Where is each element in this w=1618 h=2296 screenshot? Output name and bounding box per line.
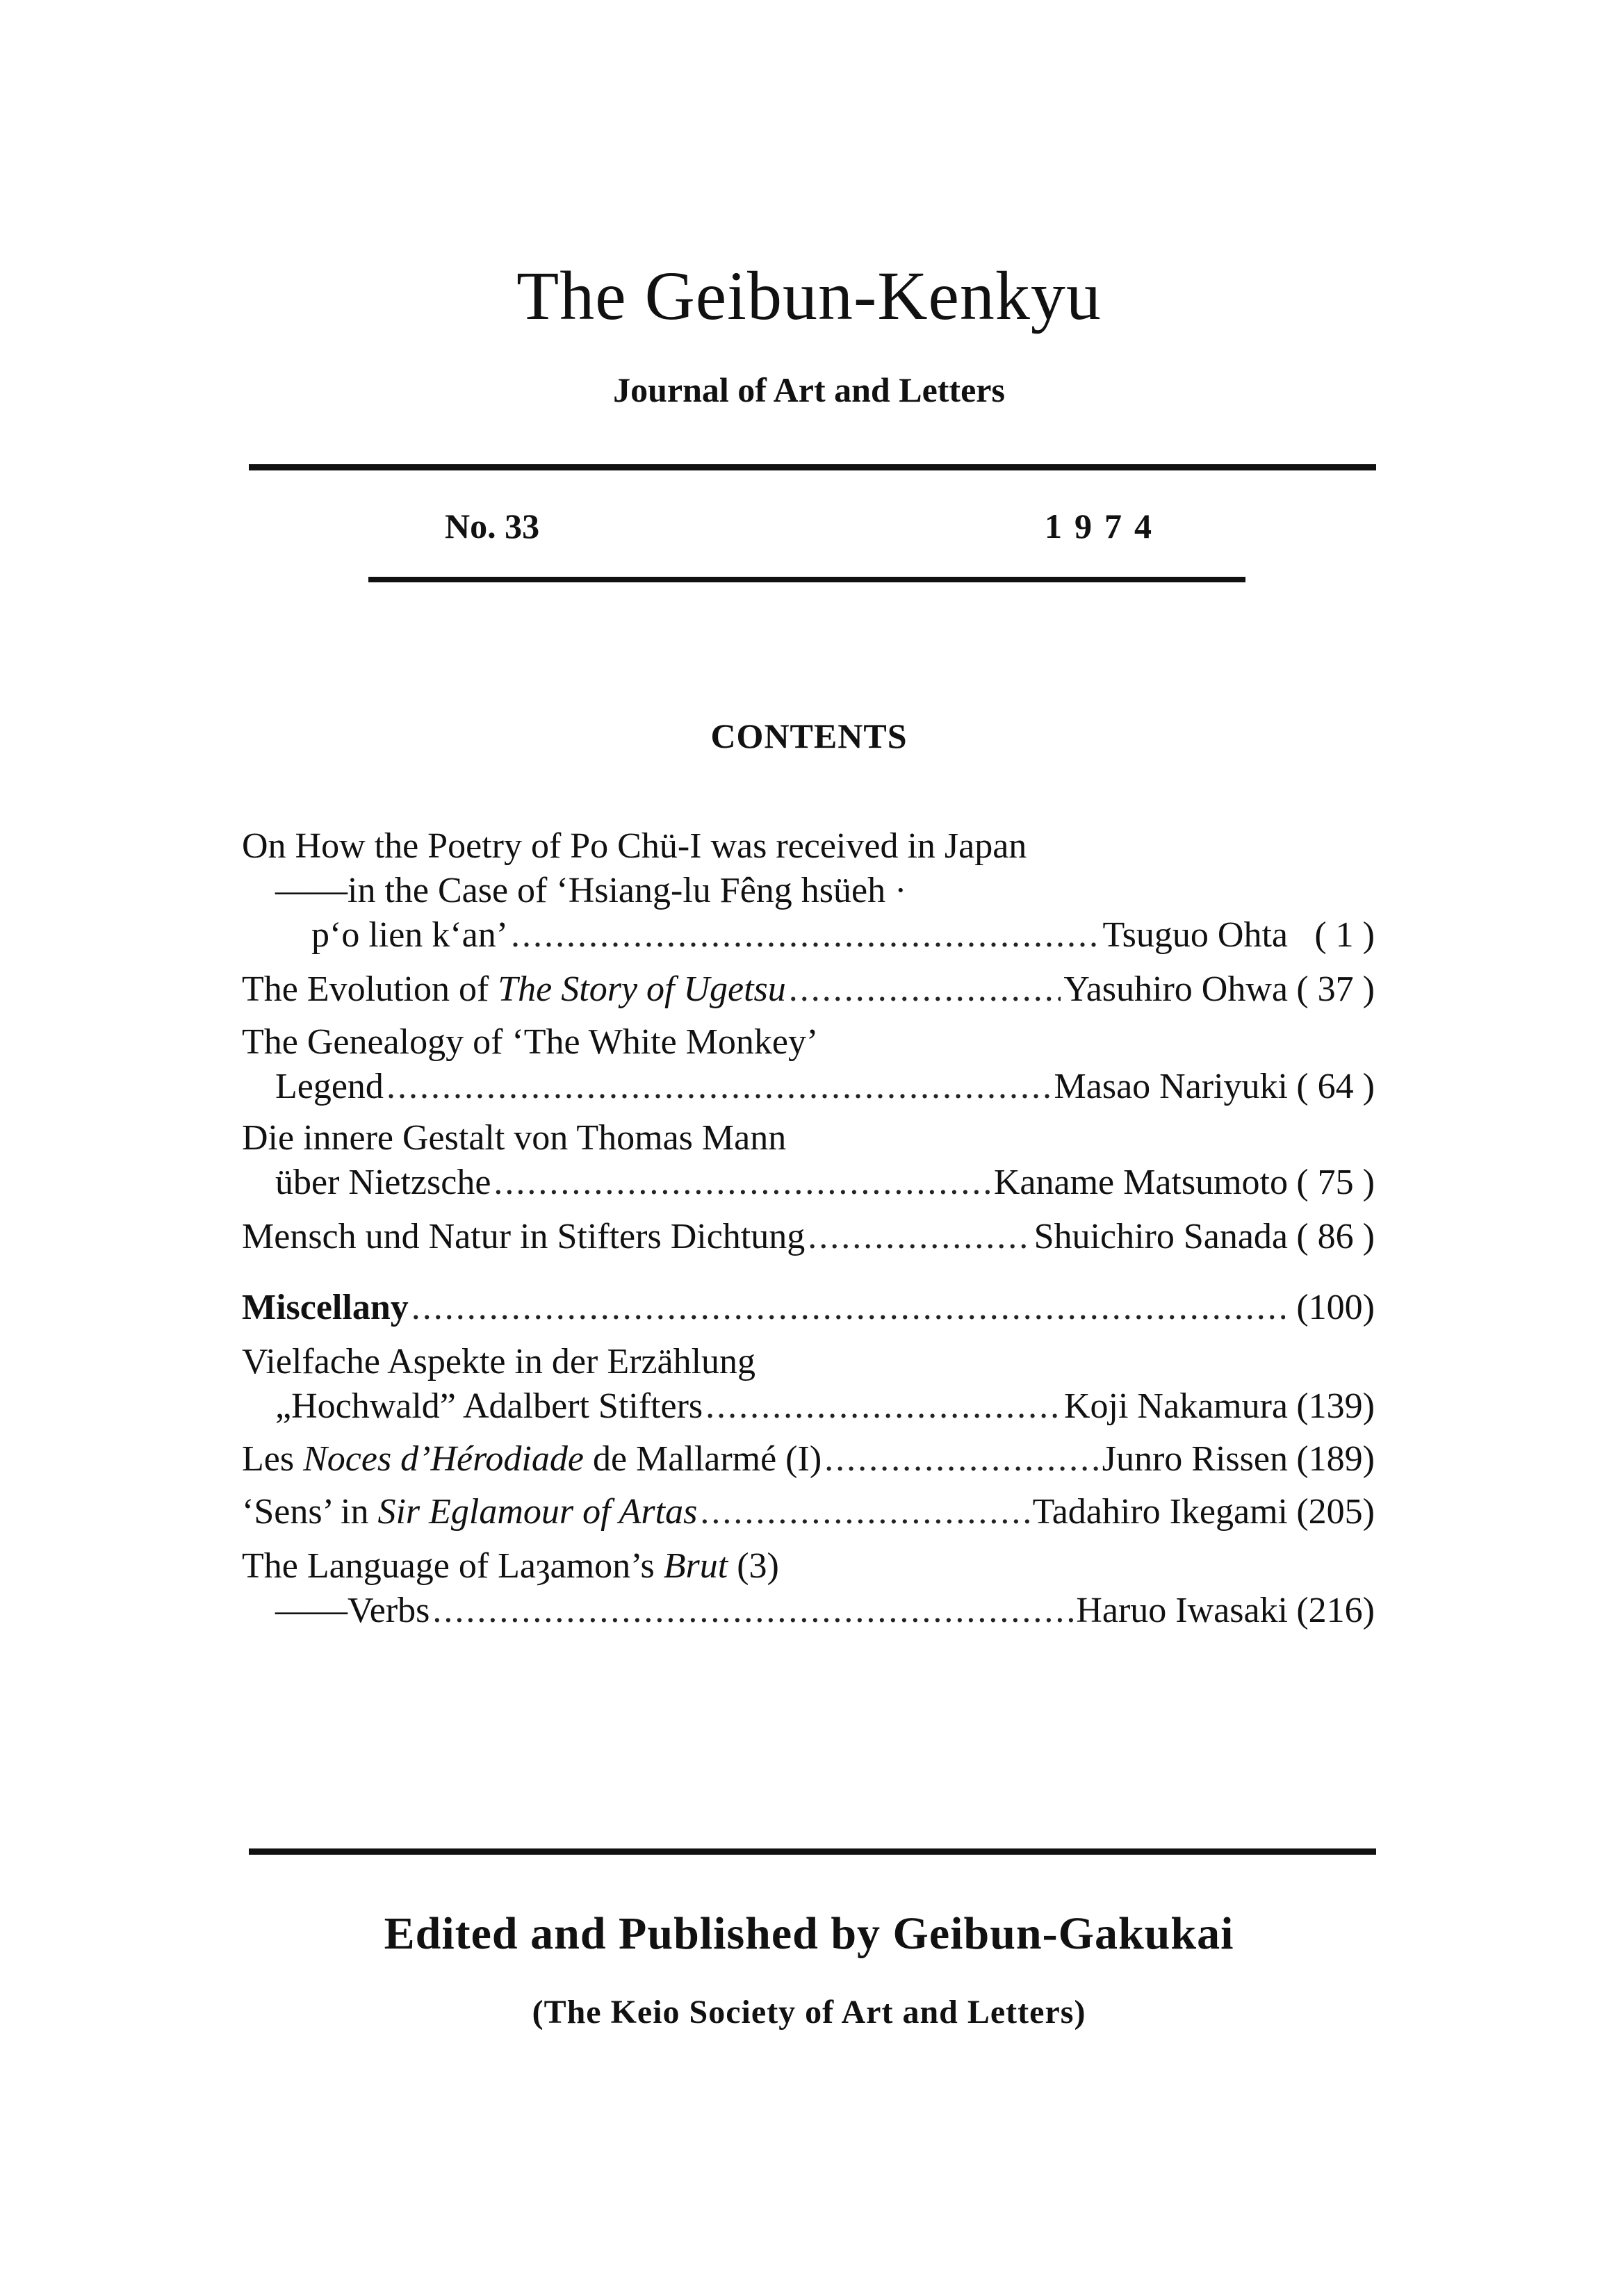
- leader-dots: [432, 1589, 1073, 1633]
- toc-entry-nariyuki[interactable]: [242, 1065, 1375, 1109]
- toc-entry-author: Kaname Matsumoto: [993, 1163, 1288, 1202]
- toc-entry-line: [242, 1340, 1375, 1384]
- journal-title: The Geibun-Kenkyu: [516, 257, 1102, 334]
- publisher-line: Edited and Published by Geibun-Gakukai: [384, 1908, 1234, 1959]
- publisher-society: (The Keio Society of Art and Letters): [532, 1994, 1086, 2031]
- toc-entry-nakamura[interactable]: [242, 1384, 1375, 1429]
- toc-entry-page: ( 64 ): [1296, 1067, 1375, 1106]
- toc-section-label: Miscellany: [242, 1288, 409, 1327]
- toc-entry-title: ‘Sens’ in Sir Eglamour of Artas: [242, 1492, 698, 1532]
- footer-rule: [249, 1848, 1376, 1855]
- leader-dots: [808, 1215, 1031, 1259]
- toc-entry-title: Die innere Gestalt von Thomas Mann: [242, 1118, 787, 1158]
- journal-subtitle: Journal of Art and Letters: [613, 370, 1005, 409]
- toc-entry-sanada[interactable]: [242, 1215, 1375, 1259]
- toc-entry-author: Junro Rissen: [1102, 1439, 1288, 1479]
- toc-entry-title: The Genealogy of ‘The White Monkey’: [242, 1022, 819, 1062]
- toc-entry-title: The Evolution of The Story of Ugetsu: [242, 969, 786, 1009]
- toc-entry-line: [242, 1020, 1375, 1065]
- toc-entry-ikegami[interactable]: [242, 1490, 1375, 1534]
- leader-dots: [700, 1490, 1029, 1534]
- toc-entry-ohta[interactable]: [242, 913, 1375, 958]
- leader-dots: [411, 1286, 1285, 1330]
- issue-rule: [368, 577, 1245, 582]
- toc-entry-title: Mensch und Natur in Stifters Dichtung: [242, 1217, 806, 1256]
- toc-entry-author: Shuichiro Sanada: [1033, 1217, 1288, 1256]
- toc-entry-page: ( 75 ): [1296, 1163, 1375, 1202]
- toc-entry-line: [242, 869, 1375, 913]
- toc-entry-page: ( 86 ): [1296, 1217, 1375, 1256]
- toc-entry-line: [242, 1544, 1375, 1589]
- toc-entry-title: Les Noces d’Hérodiade de Mallarmé (I): [242, 1439, 822, 1479]
- toc-entry-ohwa[interactable]: [242, 967, 1375, 1012]
- toc-entry-title: Vielfache Aspekte in der Erzählung: [242, 1342, 756, 1381]
- toc-entry-title: über Nietzsche: [275, 1163, 491, 1202]
- toc-entry-page: (216): [1296, 1591, 1375, 1630]
- toc-entry-author: Yasuhiro Ohwa: [1063, 969, 1288, 1009]
- toc-entry-title: On How the Poetry of Po Chü-I was received in Japan: [242, 826, 1027, 866]
- toc-entry-title: ——Verbs: [275, 1591, 430, 1630]
- leader-dots: [511, 913, 1100, 958]
- toc-entry-page: (139): [1296, 1386, 1375, 1426]
- top-rule: [249, 464, 1376, 470]
- toc-entry-title: p‘o lien k‘an’: [311, 915, 509, 955]
- toc-entry-title: Legend: [275, 1067, 384, 1106]
- contents-heading: CONTENTS: [710, 716, 908, 755]
- toc-entry-rissen[interactable]: [242, 1437, 1375, 1482]
- toc-entry-author: Koji Nakamura: [1063, 1386, 1288, 1426]
- toc-entry-page: (205): [1296, 1492, 1375, 1532]
- toc-entry-line: [242, 1116, 1375, 1161]
- issue-year: 1974: [1045, 507, 1164, 546]
- leader-dots: [386, 1065, 1052, 1109]
- leader-dots: [705, 1384, 1061, 1429]
- toc-entry-page: ( 1 ): [1314, 915, 1375, 955]
- toc-entry-matsumoto[interactable]: [242, 1161, 1375, 1205]
- toc-entry-title: „Hochwald” Adalbert Stifters: [275, 1386, 703, 1426]
- toc-entry-author: Tsuguo Ohta: [1102, 915, 1288, 955]
- toc-entry-miscellany[interactable]: [242, 1286, 1375, 1330]
- toc-entry-line: [242, 824, 1375, 869]
- toc-entry-iwasaki[interactable]: [242, 1589, 1375, 1633]
- toc-entry-title: The Language of Laȝamon’s Brut (3): [242, 1546, 779, 1586]
- toc-entry-author: Masao Nariyuki: [1054, 1067, 1288, 1106]
- toc-entry-author: Haruo Iwasaki: [1076, 1591, 1288, 1630]
- leader-dots: [493, 1161, 990, 1205]
- issue-number: No. 33: [445, 507, 540, 546]
- toc-entry-page: ( 37 ): [1296, 969, 1375, 1009]
- toc-entry-page: (189): [1296, 1439, 1375, 1479]
- toc-entry-author: Tadahiro Ikegami: [1032, 1492, 1288, 1532]
- toc-entry-page: (100): [1296, 1288, 1375, 1327]
- leader-dots: [789, 967, 1061, 1012]
- toc-entry-title: ——in the Case of ‘Hsiang-lu Fêng hsüeh ·: [275, 871, 907, 910]
- leader-dots: [824, 1437, 1100, 1482]
